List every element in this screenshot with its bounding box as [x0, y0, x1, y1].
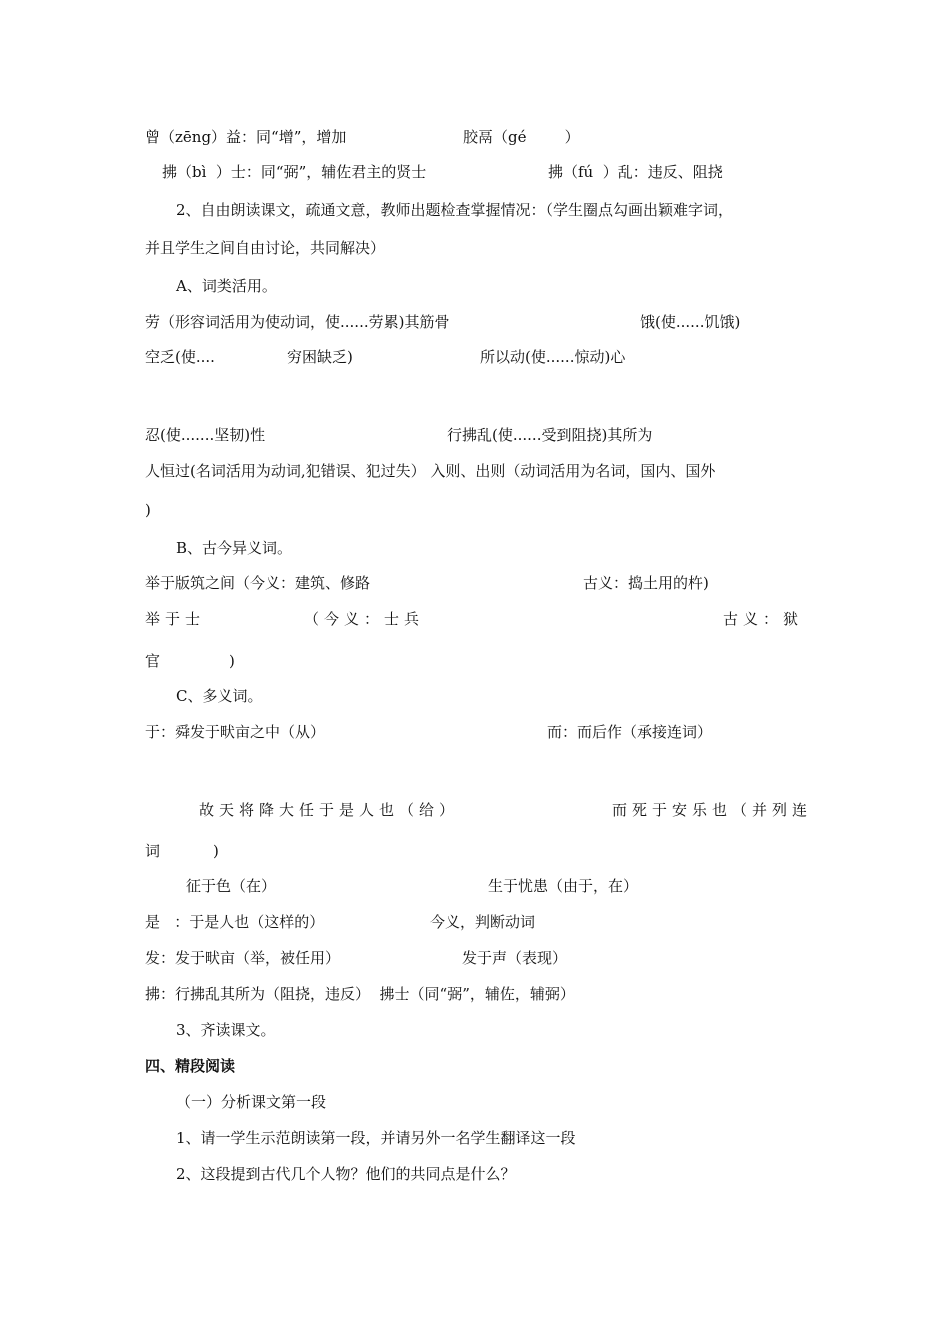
subsection-1-heading: （一）分析课文第一段	[176, 1093, 327, 1111]
duoyi-yu-gei: 故天将降大任于是人也（给）	[199, 801, 460, 819]
duoyi-yu-youyu: 生于忧患（由于，在）	[488, 877, 639, 895]
usage-kongfa: 空乏(使....	[145, 348, 215, 366]
vocab-fuluan: 拂（fú ）乱：违反、阻挠	[548, 163, 723, 181]
usage-ren: 忍(使.......坚韧)性	[145, 426, 266, 444]
duoyi-shi-modern: 今义，判断动词	[430, 913, 536, 931]
step-2-instruction-cont: 并且学生之间自由讨论，共同解决）	[145, 239, 386, 257]
duoyi-er-cont: 词	[145, 842, 161, 860]
gujin-shi-modern: （今义：士兵	[304, 610, 425, 628]
duoyi-yu: 于：舜发于畎亩之中（从）	[145, 723, 326, 741]
duoyi-yu-zai: 征于色（在）	[186, 877, 277, 895]
section-a-heading: A、词类活用。	[176, 277, 277, 295]
section-4-heading: 四、精段阅读	[145, 1057, 236, 1075]
vocab-bishi: 拂（bì ）士：同“弼”，辅佐君主的贤士	[162, 163, 427, 181]
gujin-shi-ancient: 古义：狱	[723, 610, 804, 628]
gujin-shi-cont: 官	[145, 652, 161, 670]
duoyi-shi: 是 ：于是人也（这样的）	[145, 913, 325, 931]
usage-e: 饿(使......饥饿)	[640, 313, 741, 331]
gujin-banzhu: 举于版筑之间（今义：建筑、修路	[145, 574, 371, 592]
vocab-zengyi: 曾（zēng）益：同“增”，增加	[145, 128, 347, 146]
usage-xingfuluan: 行拂乱(使......受到阻挠)其所为	[447, 426, 653, 444]
step-2-instruction: 2、自由朗读课文，疏通文意，教师出题检查掌握情况：（学生圈点勾画出颖难字词，	[176, 201, 734, 219]
duoyi-er-binglie: 而死于安乐也（并列连	[612, 801, 813, 819]
task-2: 2、这段提到古代几个人物？他们的共同点是什么？	[176, 1165, 516, 1183]
usage-guo: 人恒过(名词活用为动词,犯错误、犯过失） 入则、出则（动词活用为名词，国内、国外	[145, 462, 716, 480]
usage-dong: 所以动(使......惊动)心	[480, 348, 626, 366]
section-b-heading: B、古今异义词。	[176, 539, 293, 557]
duoyi-fa-biaoxian: 发于声（表现）	[462, 949, 568, 967]
duoyi-er-close: )	[213, 842, 219, 860]
gujin-shi-close: )	[229, 652, 235, 670]
usage-guo-cont: )	[145, 501, 151, 519]
duoyi-fa: 发：发于畎亩（举，被任用）	[145, 949, 341, 967]
task-1: 1、请一学生示范朗读第一段，并请另外一名学生翻译这一段	[176, 1129, 576, 1147]
usage-kongfa-meaning: 穷困缺乏)	[287, 348, 353, 366]
section-c-heading: C、多义词。	[176, 687, 263, 705]
gujin-banzhu-ancient: 古义：捣土用的杵)	[583, 574, 709, 592]
gujin-shi: 举于士	[145, 610, 206, 628]
duoyi-er: 而：而后作（承接连词）	[547, 723, 713, 741]
vocab-jiaoge: 胶鬲（gé ）	[463, 128, 580, 146]
step-3: 3、齐读课文。	[176, 1021, 276, 1039]
duoyi-fu: 拂：行拂乱其所为（阻挠，违反） 拂士（同“弼”，辅佐，辅弼）	[145, 985, 575, 1003]
usage-lao: 劳（形容词活用为使动词，使......劳累)其筋骨	[145, 313, 450, 331]
